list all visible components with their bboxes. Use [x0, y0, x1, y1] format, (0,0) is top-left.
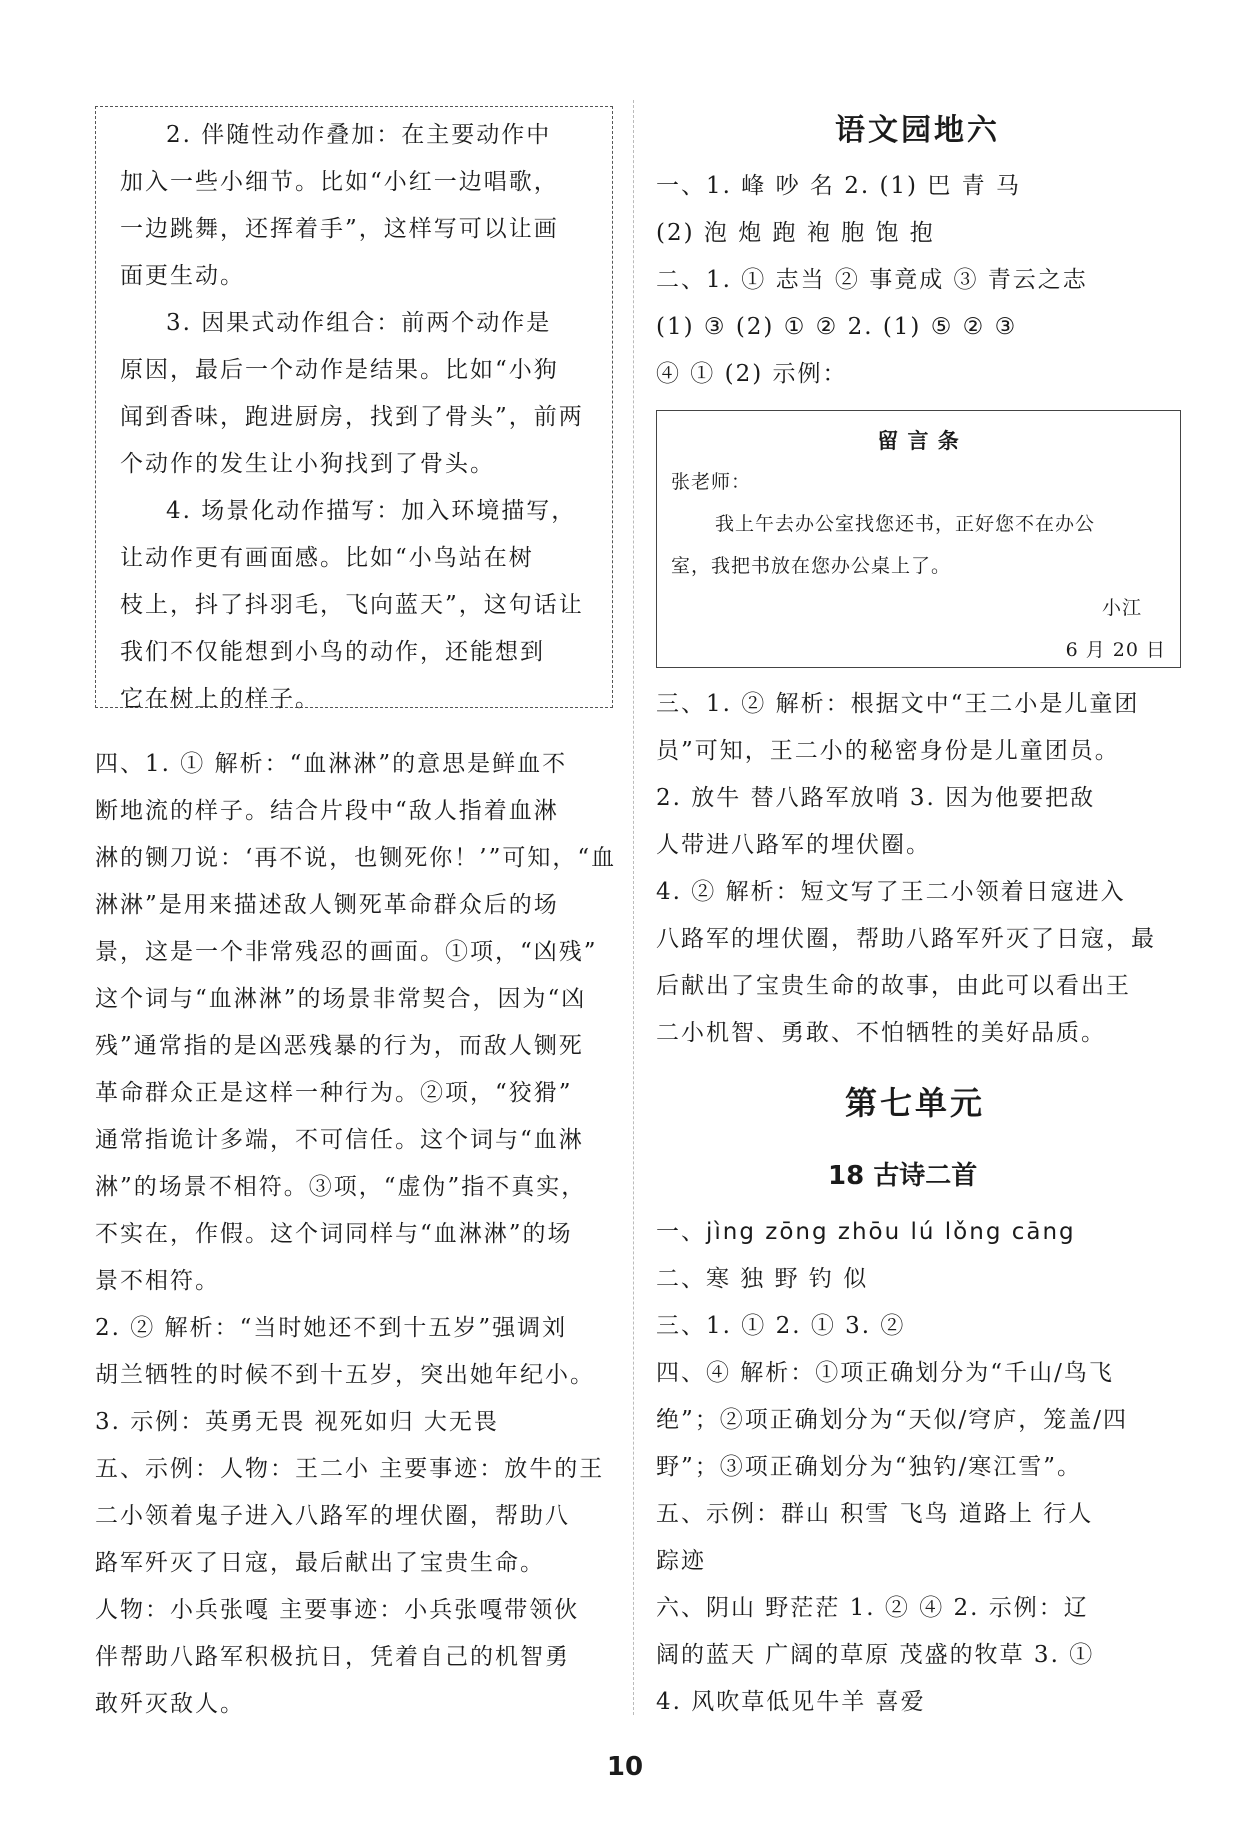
tips-line: 闻到香味，跑进厨房，找到了骨头”，前两 [120, 404, 584, 430]
answer-line: 3. 示例：英勇无畏 视死如归 大无畏 [95, 1409, 499, 1435]
tips-line: 一边跳舞，还挥着手”，这样写可以让画 [120, 216, 559, 242]
answer-line: 二小领着鬼子进入八路军的埋伏圈，帮助八 [95, 1503, 570, 1529]
answer-line [656, 1218, 1076, 1246]
answer-line: 景，这是一个非常残忍的画面。①项，“凶残” [95, 939, 598, 965]
answer-line: 阔的蓝天 广阔的草原 茂盛的牧草 3. ① [656, 1642, 1095, 1668]
answer-line: 五、示例：人物：王二小 主要事迹：放牛的王 [95, 1456, 605, 1482]
tips-line: 让动作更有画面感。比如“小鸟站在树 [120, 545, 534, 571]
lesson-heading: 18 古诗二首 [828, 1161, 978, 1191]
note-signature: 小江 [1101, 597, 1142, 619]
note-title: 留 言 条 [877, 428, 960, 453]
answer-line: 踪迹 [656, 1548, 706, 1574]
answer-line: ④ ① (2) 示例： [656, 361, 848, 387]
answer-line: (1) ③ (2) ① ② 2. (1) ⑤ ② ③ [656, 314, 1018, 340]
answer-line: 敢歼灭敌人。 [95, 1691, 245, 1717]
page-number: 10 [606, 1752, 644, 1782]
answer-line: 胡兰牺牲的时候不到十五岁，突出她年纪小。 [95, 1362, 595, 1388]
column-divider [633, 100, 634, 1715]
message-note [656, 410, 1181, 668]
note-body: 室，我把书放在您办公桌上了。 [671, 555, 952, 577]
answer-line: 二、1. ① 志当 ② 事竟成 ③ 青云之志 [656, 267, 1088, 293]
answer-line: 后献出了宝贵生命的故事，由此可以看出王 [656, 973, 1131, 999]
answer-line: 淋”的场景不相符。③项，“虚伪”指不真实， [95, 1174, 587, 1200]
unit-heading: 第七单元 [845, 1084, 986, 1122]
pinyin-answer: 一、jìng zōng zhōu lú lǒng cāng [656, 1219, 1076, 1245]
answer-line: 二小机智、勇敢、不怕牺牲的美好品质。 [656, 1020, 1106, 1046]
answer-line: 2. ② 解析：“当时她还不到十五岁”强调刘 [95, 1315, 568, 1341]
answer-line: 4. 风吹草低见牛羊 喜爱 [656, 1689, 926, 1715]
answer-line: 三、1. ① 2. ① 3. ② [656, 1313, 906, 1339]
answer-line: 伴帮助八路军积极抗日，凭着自己的机智勇 [95, 1644, 570, 1670]
tips-line: 3. 因果式动作组合：前两个动作是 [166, 310, 552, 336]
tips-box [95, 106, 613, 712]
answer-line: 八路军的埋伏圈，帮助八路军歼灭了日寇，最 [656, 926, 1156, 952]
tips-line: 枝上，抖了抖羽毛，飞向蓝天”，这句话让 [120, 592, 584, 618]
note-greeting: 张老师： [671, 471, 752, 493]
answer-line: 革命群众正是这样一种行为。②项，“狡猾” [95, 1080, 573, 1106]
tips-line: 2. 伴随性动作叠加：在主要动作中 [166, 122, 552, 148]
answer-line: 员”可知，王二小的秘密身份是儿童团员。 [656, 738, 1120, 764]
answer-line: (2) 泡 炮 跑 袍 胞 饱 抱 [656, 220, 935, 246]
tips-line: 它在树上的样子。 [120, 686, 320, 712]
note-body: 我上午去办公室找您还书，正好您不在办公 [715, 513, 1096, 535]
answer-line: 残”通常指的是凶恶残暴的行为，而敌人铡死 [95, 1033, 584, 1059]
answer-line: 景不相符。 [95, 1268, 220, 1294]
answer-line: 路军歼灭了日寇，最后献出了宝贵生命。 [95, 1550, 545, 1576]
answer-line: 淋淋”是用来描述敌人铡死革命群众后的场 [95, 892, 559, 918]
answer-line: 三、1. ② 解析：根据文中“王二小是儿童团 [656, 691, 1140, 717]
tips-line: 个动作的发生让小狗找到了骨头。 [120, 451, 495, 477]
answer-line: 断地流的样子。结合片段中“敌人指着血淋 [95, 798, 559, 824]
answer-line: 4. ② 解析：短文写了王二小领着日寇进入 [656, 879, 1126, 905]
answer-line: 二、寒 独 野 钓 似 [656, 1266, 869, 1292]
answer-line: 2. 放牛 替八路军放哨 3. 因为他要把敌 [656, 785, 1096, 811]
answer-line: 人物：小兵张嘎 主要事迹：小兵张嘎带领伙 [95, 1597, 580, 1623]
answer-line: 四、④ 解析：①项正确划分为“千山/鸟飞 [656, 1360, 1114, 1386]
answer-line: 绝”；②项正确划分为“天似/穹庐，笼盖/四 [656, 1407, 1129, 1433]
tips-line: 加入一些小细节。比如“小红一边唱歌， [120, 169, 559, 195]
answer-line: 野”；③项正确划分为“独钓/寒江雪”。 [656, 1454, 1083, 1480]
answer-line: 五、示例：群山 积雪 飞鸟 道路上 行人 [656, 1501, 1094, 1527]
tips-line: 4. 场景化动作描写：加入环境描写， [166, 498, 577, 524]
tips-line: 原因，最后一个动作是结果。比如“小狗 [120, 357, 559, 383]
answer-line: 通常指诡计多端，不可信任。这个词与“血淋 [95, 1127, 584, 1153]
note-date: 6 月 20 日 [1065, 639, 1166, 661]
answer-line: 一、1. 峰 吵 名 2. (1) 巴 青 马 [656, 173, 1021, 199]
tips-line: 面更生动。 [120, 263, 245, 289]
answer-line: 淋的铡刀说：‘再不说，也铡死你！’”可知，“血 [95, 845, 617, 871]
answer-line: 四、1. ① 解析：“血淋淋”的意思是鲜血不 [95, 751, 568, 777]
answer-line: 人带进八路军的埋伏圈。 [656, 832, 931, 858]
answer-line: 六、阴山 野茫茫 1. ② ④ 2. 示例：辽 [656, 1595, 1089, 1621]
answer-line: 不实在，作假。这个词同样与“血淋淋”的场 [95, 1221, 573, 1247]
tips-line: 我们不仅能想到小鸟的动作，还能想到 [120, 639, 545, 665]
section-heading: 语文园地六 [835, 113, 1000, 148]
answer-line: 这个词与“血淋淋”的场景非常契合，因为“凶 [95, 986, 587, 1012]
